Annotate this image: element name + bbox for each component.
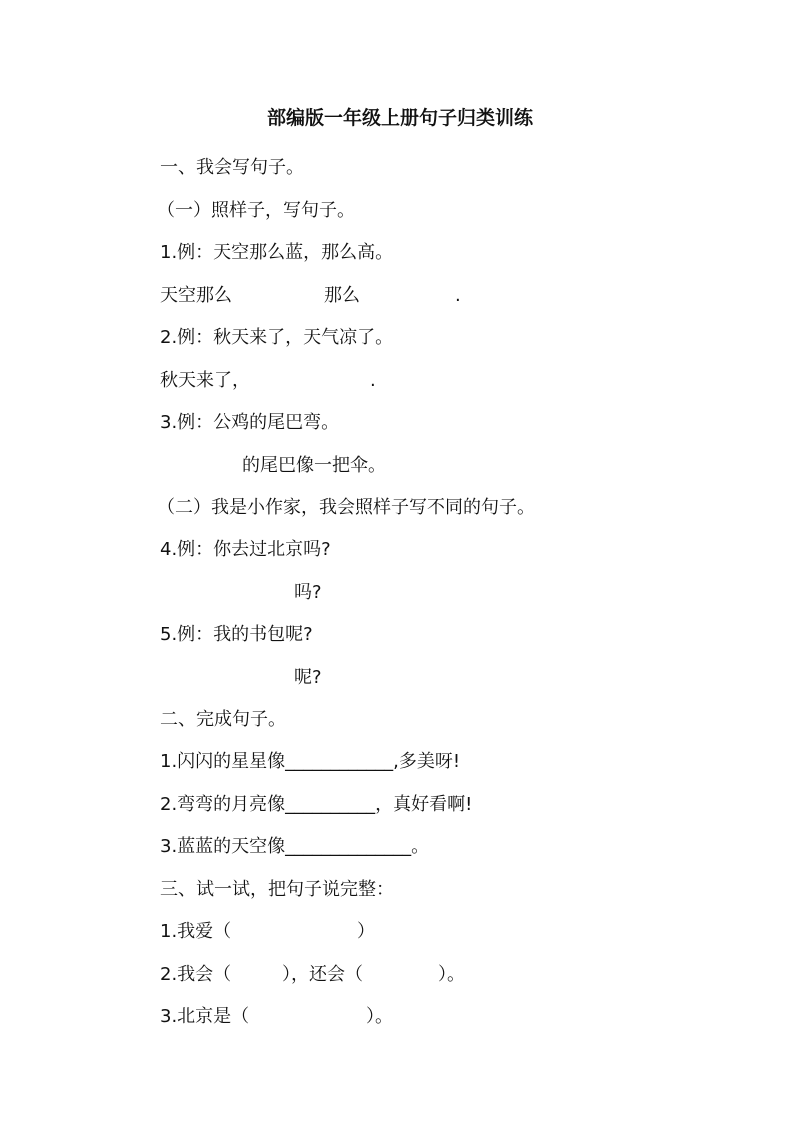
worksheet-title: 部编版一年级上册句子归类训练 bbox=[266, 107, 533, 129]
exercise-4: 吗? bbox=[294, 582, 322, 603]
say-sentence-3-start: 3.北京是（ bbox=[160, 1006, 250, 1027]
exercise-3: 的尾巴像一把伞。 bbox=[242, 455, 386, 476]
example-2: 2.例：秋天来了，天气凉了。 bbox=[160, 327, 394, 348]
exercise-2-part-a: 秋天来了， bbox=[160, 370, 250, 391]
say-sentence-2-start: 2.我会（ bbox=[160, 964, 232, 985]
say-sentence-1-start: 1.我爱（ bbox=[160, 921, 232, 942]
say-sentence-2-middle: ），还会（ bbox=[282, 964, 363, 985]
complete-sentence-1: 1.闪闪的星星像____________,多美呀! bbox=[160, 751, 461, 772]
section-1-heading: 一、我会写句子。 bbox=[160, 157, 304, 178]
example-5: 5.例：我的书包呢? bbox=[160, 624, 313, 645]
subsection-2-heading: （二）我是小作家，我会照样子写不同的句子。 bbox=[157, 497, 535, 518]
exercise-2-end: . bbox=[370, 370, 376, 391]
say-sentence-1-end: ） bbox=[357, 921, 375, 942]
example-4: 4.例：你去过北京吗? bbox=[160, 539, 331, 560]
say-sentence-2-end: ）。 bbox=[438, 964, 465, 985]
complete-sentence-2: 2.弯弯的月亮像__________，真好看啊! bbox=[160, 794, 473, 815]
exercise-1-end: . bbox=[455, 285, 461, 306]
example-3: 3.例：公鸡的尾巴弯。 bbox=[160, 412, 340, 433]
complete-sentence-3: 3.蓝蓝的天空像______________。 bbox=[160, 836, 430, 857]
subsection-1-heading: （一）照样子，写句子。 bbox=[157, 200, 355, 221]
section-3-heading: 三、试一试，把句子说完整： bbox=[160, 879, 394, 900]
example-1: 1.例：天空那么蓝，那么高。 bbox=[160, 242, 394, 263]
exercise-1-part-b: 那么 bbox=[324, 285, 360, 306]
section-2-heading: 二、完成句子。 bbox=[160, 709, 286, 730]
exercise-1-part-a: 天空那么 bbox=[160, 285, 232, 306]
say-sentence-3-end: ）。 bbox=[366, 1006, 393, 1027]
exercise-5: 呢? bbox=[294, 667, 322, 688]
